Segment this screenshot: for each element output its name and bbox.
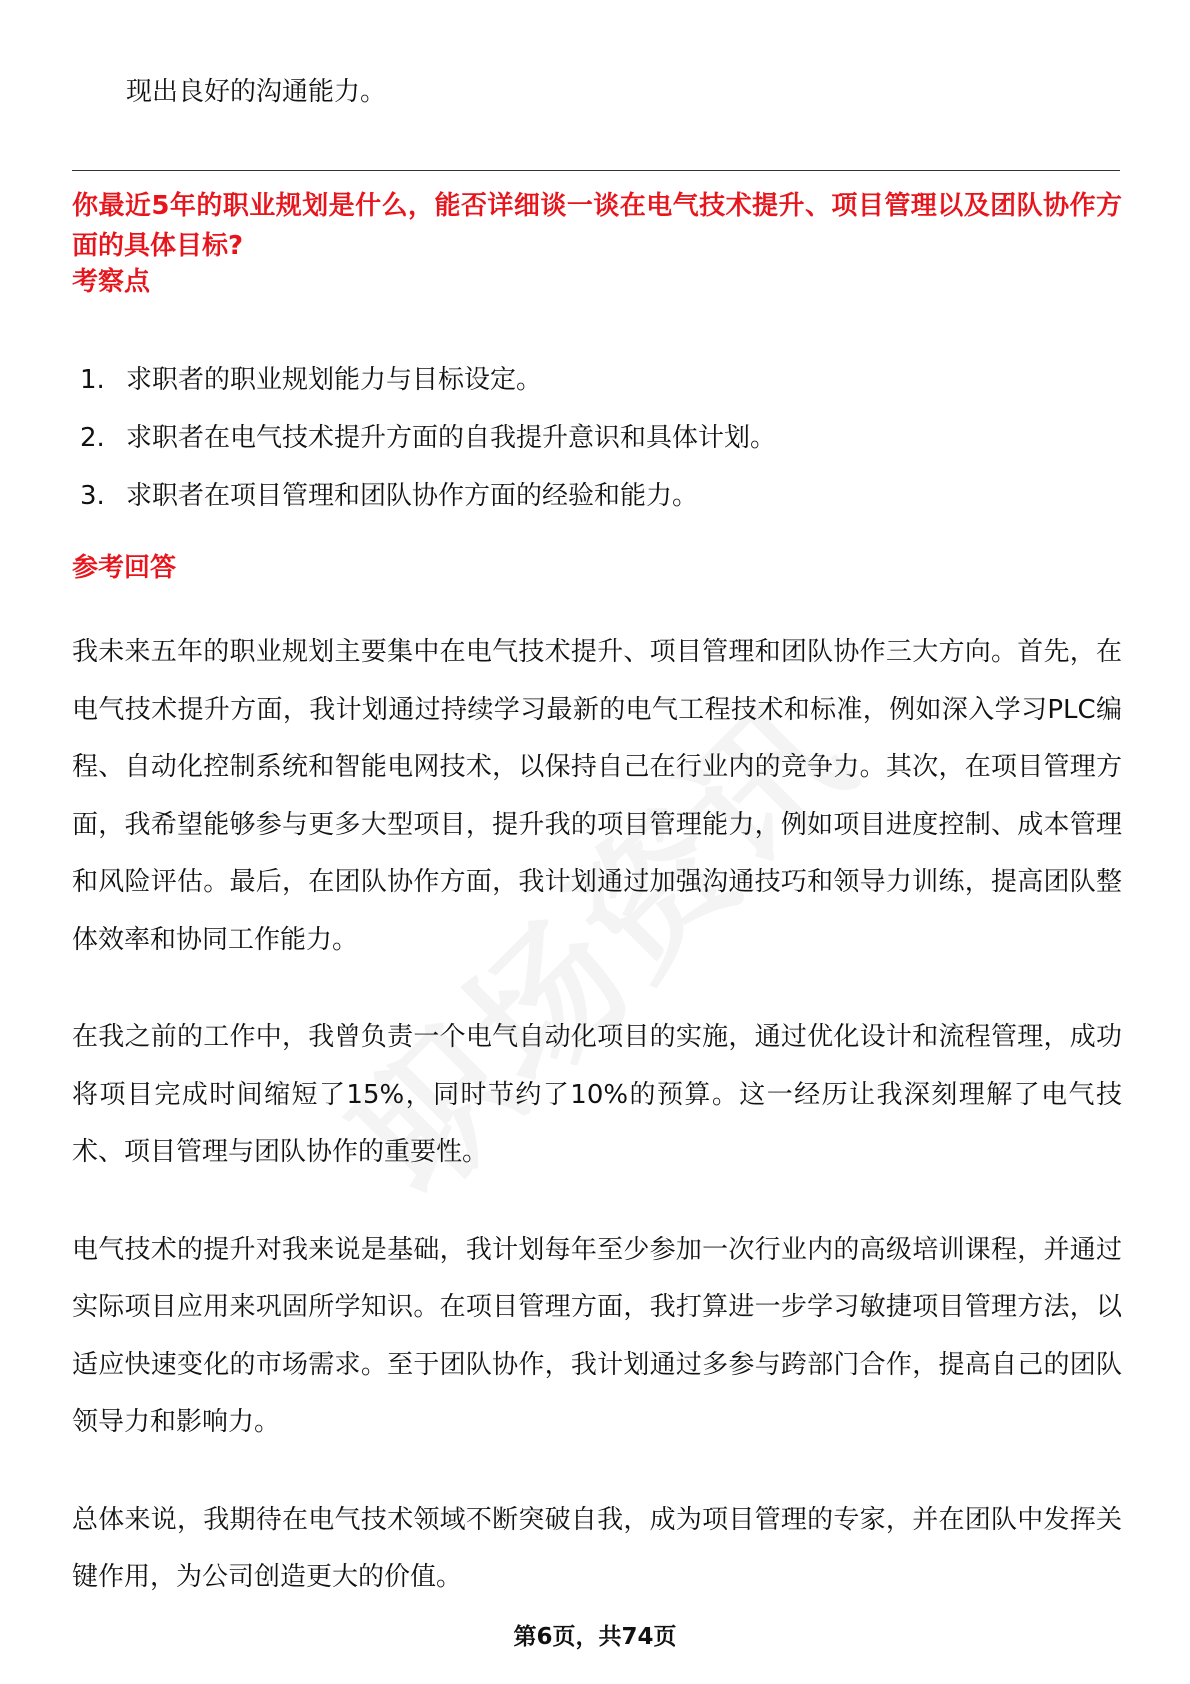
list-item	[80, 418, 1120, 458]
answer-paragraph: 总体来说，我期待在电气技术领域不断突破自我，成为项目管理的专家，并在团队中发挥关键作用，为公司创造更大的价值。	[72, 1504, 1122, 1592]
page-number-footer: 第6页，共74页	[513, 1624, 677, 1650]
list-item-number: 2.	[80, 423, 105, 453]
question-heading: 你最近5年的职业规划是什么，能否详细谈一谈在电气技术提升、项目管理以及团队协作方面的具体目标?	[72, 191, 1122, 261]
examine-points-title: 考察点	[72, 267, 151, 297]
section-divider	[72, 170, 1120, 171]
continuation-text: 现出良好的沟通能力。	[126, 77, 387, 107]
list-item-text: 求职者在项目管理和团队协作方面的经验和能力。	[126, 481, 699, 511]
list-item	[80, 360, 1120, 400]
reference-answer-body	[72, 624, 1122, 1647]
list-item-text: 求职者的职业规划能力与目标设定。	[126, 365, 543, 395]
answer-paragraph: 在我之前的工作中，我曾负责一个电气自动化项目的实施，通过优化设计和流程管理，成功将项目完成时间缩短了15%，同时节约了10%的预算。这一经历让我深刻理解了电气技术、项目管理与团队协作的重要性。	[72, 1022, 1122, 1167]
list-item-number: 3.	[80, 481, 105, 511]
answer-paragraph: 电气技术的提升对我来说是基础，我计划每年至少参加一次行业内的高级培训课程，并通过实际项目应用来巩固所学知识。在项目管理方面，我打算进一步学习敏捷项目管理方法，以适应快速变化的市场需求。至于团队协作，我计划通过多参与跨部门合作，提高自己的团队领导力和影响力。	[72, 1234, 1122, 1437]
list-item-text: 求职者在电气技术提升方面的自我提升意识和具体计划。	[126, 423, 777, 453]
answer-paragraph: 我未来五年的职业规划主要集中在电气技术提升、项目管理和团队协作三大方向。首先，在电气技术提升方面，我计划通过持续学习最新的电气工程技术和标准，例如深入学习PLC编程、自动化控制系统和智能电网技术，以保持自己在行业内的竞争力。其次，在项目管理方面，我希望能够参与更多大型项目，提升我的项目管理能力，例如项目进度控制、成本管理和风险评估。最后，在团队协作方面，我计划通过加强沟通技巧和领导力训练，提高团队整体效率和协同工作能力。	[72, 637, 1122, 955]
list-item-number: 1.	[80, 365, 105, 395]
list-item	[80, 476, 1120, 516]
reference-answer-title: 参考回答	[72, 553, 177, 583]
examine-points-list	[80, 360, 1120, 534]
